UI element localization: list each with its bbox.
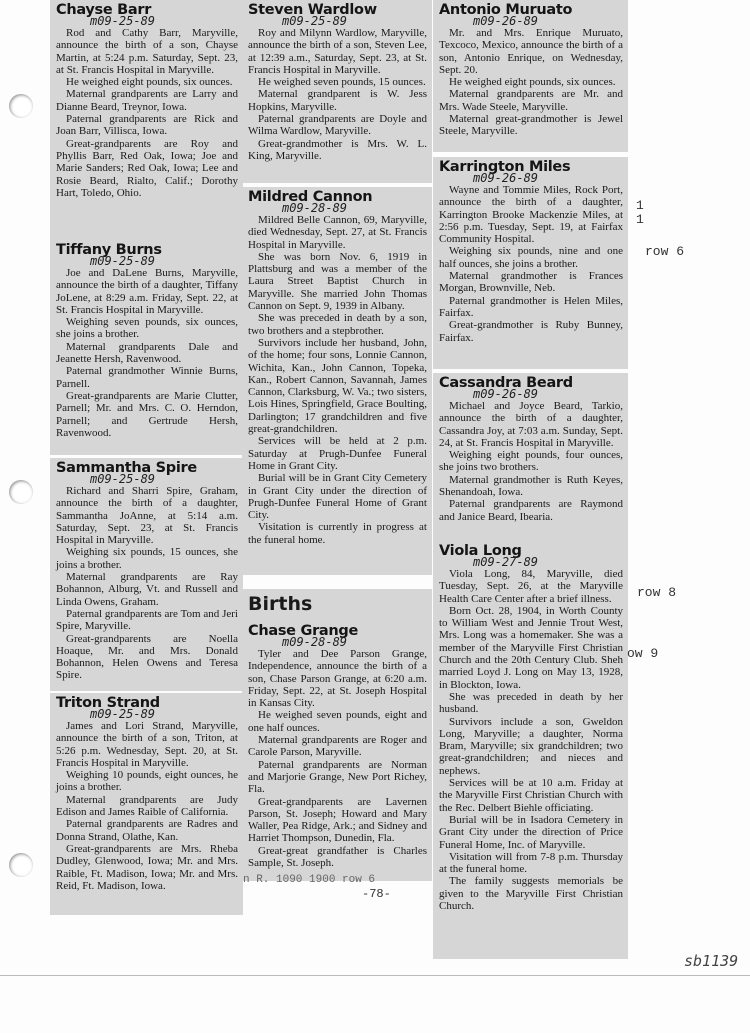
margin-note: 1 (636, 212, 644, 227)
clipping-paragraph: Maternal grandparents are Mr. and Mrs. Wade Steele, Maryville. (439, 88, 623, 113)
clipping-paragraph: Survivors include her husband, John, of the home; four sons, Lonnie Cannon, Wichita, Kan., John Cannon, Topeka, Kan., Robert Cannon, Savannah, James Cannon, Clarksburg, W. Va.; two sisters, Lois Hines, Springfield, Grace Boulting, Darlington; 17 grandchildren and five great-grandchildren. (248, 336, 427, 436)
clipping-paragraph: Paternal grandparents are Norman and Marjorie Grange, New Port Richey, Fla. (248, 758, 427, 796)
page-number: -78- (362, 887, 391, 901)
clipping (433, 0, 628, 152)
margin-note-row-9: ow 9 (627, 646, 659, 661)
clipping-paragraph: Maternal grandparent is W. Jess Hopkins, Maryville. (248, 88, 427, 113)
clipping (242, 187, 432, 575)
clipping-paragraph: Paternal grandparents are Tom and Jeri Spire, Maryville. (56, 607, 238, 633)
clipping-paragraph: She was born Nov. 6, 1919 in Plattsburg and was a member of the Laura Street Baptist Church in Maryville. She married John Thomas Cannon on Sept. 9, 1939 in Albany. (248, 250, 427, 313)
clipping-paragraph: He weighed seven pounds, 15 ounces. (258, 76, 426, 89)
clipping-paragraph: Born Oct. 28, 1904, in Worth County to William West and Jennie Trout West, Mrs. Long was a homemaker. She was a member of the Maryville First Christian Church and the 20th Century Club. Sheh married Loyd J. Long on May 13, 1928, in Blockton, Iowa. (439, 604, 623, 691)
clipping-paragraph: He weighed eight pounds, six ounces. (66, 76, 233, 89)
clipping-paragraph: Joe and DaLene Burns, Maryville, announce the birth of a daughter, Tiffany JoLene, at 8:29 a.m. Friday, Sept. 22, at St. Francis Hospital in Maryville. (56, 267, 238, 316)
clipping-paragraph: Mildred Belle Cannon, 69, Maryville, died Wednesday, Sept. 27, at St. Francis Hospital in Maryville. (248, 214, 427, 251)
clipping-paragraph: Maternal grandmother is Ruth Keyes, Shenandoah, Iowa. (439, 473, 623, 499)
clipping-paragraph: Maternal grandparents are Roger and Carole Parson, Maryville. (248, 734, 427, 759)
clipping-paragraph: Paternal grandmother is Helen Miles, Fairfax. (439, 294, 623, 319)
handwritten-date: m09-25-89 (90, 14, 156, 28)
clipping-title: Sammantha Spire (56, 460, 197, 476)
clipping-paragraph: Great-grandparents are Roy and Phyllis Barr, Red Oak, Iowa; Joe and Marie Sanders; Red Oak, Iowa; Lee and Rosie Beard, Rialto, Calif.; Dorothy Hart, Toledo, Ohio. (56, 137, 238, 199)
punch-hole (9, 94, 33, 118)
clipping-paragraph: He weighed seven pounds, eight and one half ounces. (248, 709, 427, 734)
clipping-paragraph: Burial will be in Isadora Cemetery in Grant City under the direction of Price Funeral Home, Inc. of Maryville. (439, 813, 623, 851)
handwritten-date: m09-25-89 (90, 472, 156, 486)
clipping-title: Steven Wardlow (248, 2, 377, 18)
handwritten-date: m09-26-89 (473, 387, 539, 401)
clipping (50, 240, 243, 455)
clipping-paragraph: Richard and Sharri Spire, Graham, announce the birth of a daughter, Sammantha JoAnne, at 5:14 a.m. Saturday, Sept. 23, at St. Francis Hospital in Maryville. (56, 485, 238, 547)
handwritten-date: m09-27-89 (473, 555, 539, 569)
clipping-paragraph: Wayne and Tommie Miles, Rock Port, announce the birth of a daughter, Karrington Brooke Mackenzie Miles, at 2:56 p.m. Tuesday, Sept. 19, at Fairfax Community Hospital. (439, 184, 623, 246)
clipping-paragraph: The family suggests memorials be given to the Maryville First Christian Church. (439, 875, 623, 913)
clipping-paragraph: Burial will be in Grant City Cemetery in Grant City under the direction of Prugh-Dunfee Funeral Home of Grant City. (248, 472, 427, 522)
punch-hole (9, 853, 33, 877)
clipping-paragraph: He weighed eight pounds, six ounces. (449, 76, 616, 89)
clipping-title: Chase Grange (248, 623, 359, 639)
clipping-paragraph: Services will be at 10 a.m. Friday at the Maryville First Christian Church with the Rec. Delbert Biehle officiating. (439, 777, 623, 814)
clipping-paragraph: Mr. and Mrs. Enrique Muruato, Texcoco, Mexico, announce the birth of a son, Antonio Enrique, on Wednesday, Sept. 20. (439, 27, 623, 76)
clipping-title: Triton Strand (56, 695, 160, 711)
handwritten-date: m09-25-89 (90, 707, 156, 721)
catalog-number: sb1139 (684, 952, 739, 970)
clipping-title: Antonio Muruato (439, 2, 573, 18)
clipping-title: Viola Long (439, 543, 522, 559)
clipping-title: Cassandra Beard (439, 375, 573, 391)
clipping (50, 0, 243, 240)
clipping-paragraph: Maternal grandmother is Frances Morgan, Brownville, Neb. (439, 270, 623, 295)
margin-note-row-8: row 8 (637, 585, 677, 600)
clipping-paragraph: Paternal grandparents are Raymond and Janice Beard, Ibearia. (439, 498, 623, 523)
margin-note: 1 (636, 198, 644, 213)
clipping-paragraph: Roy and Milynn Wardlow, Maryville, announce the birth of a son, Steven Lee, at 12:39 a.m., Saturday, Sept. 23, at St. Francis Hospital in Maryville. (248, 27, 427, 76)
clipping-paragraph: Visitation is currently in progress at the funeral home. (248, 521, 427, 546)
clipping-paragraph: Maternal grandparents are Larry and Dianne Beard, Treynor, Iowa. (56, 88, 238, 113)
clipping-paragraph: Rod and Cathy Barr, Maryville, announce the birth of a son, Chayse Martin, at 5:24 p.m. Saturday, Sept. 23, at St. Francis Hospital in Maryville. (56, 27, 238, 76)
handwritten-date: m09-26-89 (473, 14, 539, 28)
handwritten-date: m09-25-89 (282, 14, 348, 28)
clipping-paragraph: Maternal great-grandmother is Jewel Steele, Maryville. (439, 113, 623, 138)
clipping-paragraph: Great-grandmother is Ruby Bunney, Fairfax. (439, 319, 623, 344)
scan-edge (0, 975, 750, 976)
clipping-paragraph: Services will be held at 2 p.m. Saturday at Prugh-Dunfee Funeral Home in Grant City. (248, 435, 427, 472)
clipping-paragraph: Maternal grandparents are Ray Bohannon, Alburg, Vt. and Russell and Linda Owens, Graham. (56, 571, 238, 608)
clipping-paragraph: Paternal grandmother Winnie Burns, Parnell. (56, 365, 238, 390)
clipping-paragraph: Weighing six pounds, 15 ounces, she joins a brother. (56, 546, 238, 571)
clipping-paragraph: Weighing six pounds, nine and one half ounces, she joins a brother. (439, 245, 623, 270)
clipping-paragraph: Maternal grandparents Dale and Jeanette Hersh, Ravenwood. (56, 340, 238, 366)
clipping-paragraph: Great-grandparents are Mrs. Rheba Dudley, Glenwood, Iowa; Mr. and Mrs. Raible, Ft. Madison, Iowa; Mr. and Mrs. Reid, Ft. Madison, Iowa. (56, 842, 238, 892)
clipping-paragraph: Weighing 10 pounds, eight ounces, he joins a brother. (56, 769, 238, 794)
clipping-paragraph: Great-grandmother is Mrs. W. L. King, Maryville. (248, 137, 427, 162)
clipping-paragraph: Great-grandparents are Marie Clutter, Parnell; Mr. and Mrs. C. O. Herndon, Parnell; and Gertrude Hersh, Ravenwood. (56, 389, 238, 439)
handwritten-date: m09-28-89 (282, 635, 348, 649)
clipping-paragraph: Great-great grandfather is Charles Sample, St. Joseph. (248, 844, 427, 870)
clipping-paragraph: James and Lori Strand, Maryville, announce the birth of a son, Triton, at 5:26 p.m. Wednesday, Sept. 20, at St. Francis Hospital in Maryville. (56, 720, 238, 769)
clipping-paragraph: Great-grandparents are Noella Hoaque, Mr. and Mrs. Donald Bohannon, Helen Owens and Teresa Spire. (56, 632, 238, 682)
clipping-paragraph: Weighing seven pounds, six ounces, she joins a brother. (56, 316, 238, 341)
clipping (433, 541, 628, 959)
section-heading: Births (248, 593, 313, 615)
clipping-paragraph: Weighing eight pounds, four ounces, she joins two brothers. (439, 449, 623, 474)
clipping-paragraph: Paternal grandparents are Doyle and Wilma Wardlow, Maryville. (248, 113, 427, 138)
clipping-title: Tiffany Burns (56, 242, 162, 258)
clipping-paragraph: Michael and Joyce Beard, Tarkio, announce the birth of a daughter, Cassandra Joy, at 7:03 a.m. Sunday, Sept. 24, at St. Francis Hospital in Maryville. (439, 400, 623, 449)
margin-note-row-6: row 6 (645, 244, 685, 259)
clipping-title: Chayse Barr (56, 2, 152, 18)
clipping-paragraph: Survivors include a son, Gweldon Long, Maryville; a daughter, Norma Bram, Maryville; six grandchildren; two great-grandchildren; and nieces and nephews. (439, 715, 623, 777)
clipping-paragraph: She was preceded in death by her husband. (439, 690, 623, 716)
clipping (50, 693, 243, 915)
clipping-paragraph: Paternal grandparents are Rick and Joan Barr, Villisca, Iowa. (56, 113, 238, 138)
clipping (50, 458, 243, 691)
clipping (433, 373, 628, 541)
punch-hole (9, 480, 33, 504)
clipping (242, 0, 432, 183)
clipping (433, 157, 628, 369)
clipping-paragraph: Paternal grandparents are Radres and Donna Strand, Olathe, Kan. (56, 818, 238, 843)
clipping (242, 589, 432, 881)
handwritten-date: m09-25-89 (90, 254, 156, 268)
clipping-paragraph: Visitation will from 7-8 p.m. Thursday at the funeral home. (439, 850, 623, 876)
handwritten-date: m09-26-89 (473, 171, 539, 185)
clipping-paragraph: Maternal grandparents are Judy Edison and James Raible of California. (56, 793, 238, 819)
clipping-title: Karrington Miles (439, 159, 571, 175)
page-footer-note: n R. 1090 1900 row 6 (243, 874, 376, 886)
handwritten-date: m09-28-89 (282, 201, 348, 215)
clipping-paragraph: Great-grandparents are Lavernen Parson, St. Joseph; Howard and Mary Waller, Pea Ridge, Ark.; and Sidney and Harriet Thompson, Dunedin, Fla. (248, 795, 427, 845)
clipping-paragraph: Tyler and Dee Parson Grange, Independence, announce the birth of a son, Chase Parson Grange, at 6:20 a.m. Friday, Sept. 22, at St. Joseph Hospital in Kansas City. (248, 648, 427, 710)
clipping-paragraph: She was preceded in death by a son, two brothers and a stepbrother. (248, 312, 427, 337)
clipping-title: Mildred Cannon (248, 189, 373, 205)
clipping-paragraph: Viola Long, 84, Maryville, died Tuesday, Sept. 26, at the Maryville Health Care Center after a brief illness. (439, 568, 623, 605)
